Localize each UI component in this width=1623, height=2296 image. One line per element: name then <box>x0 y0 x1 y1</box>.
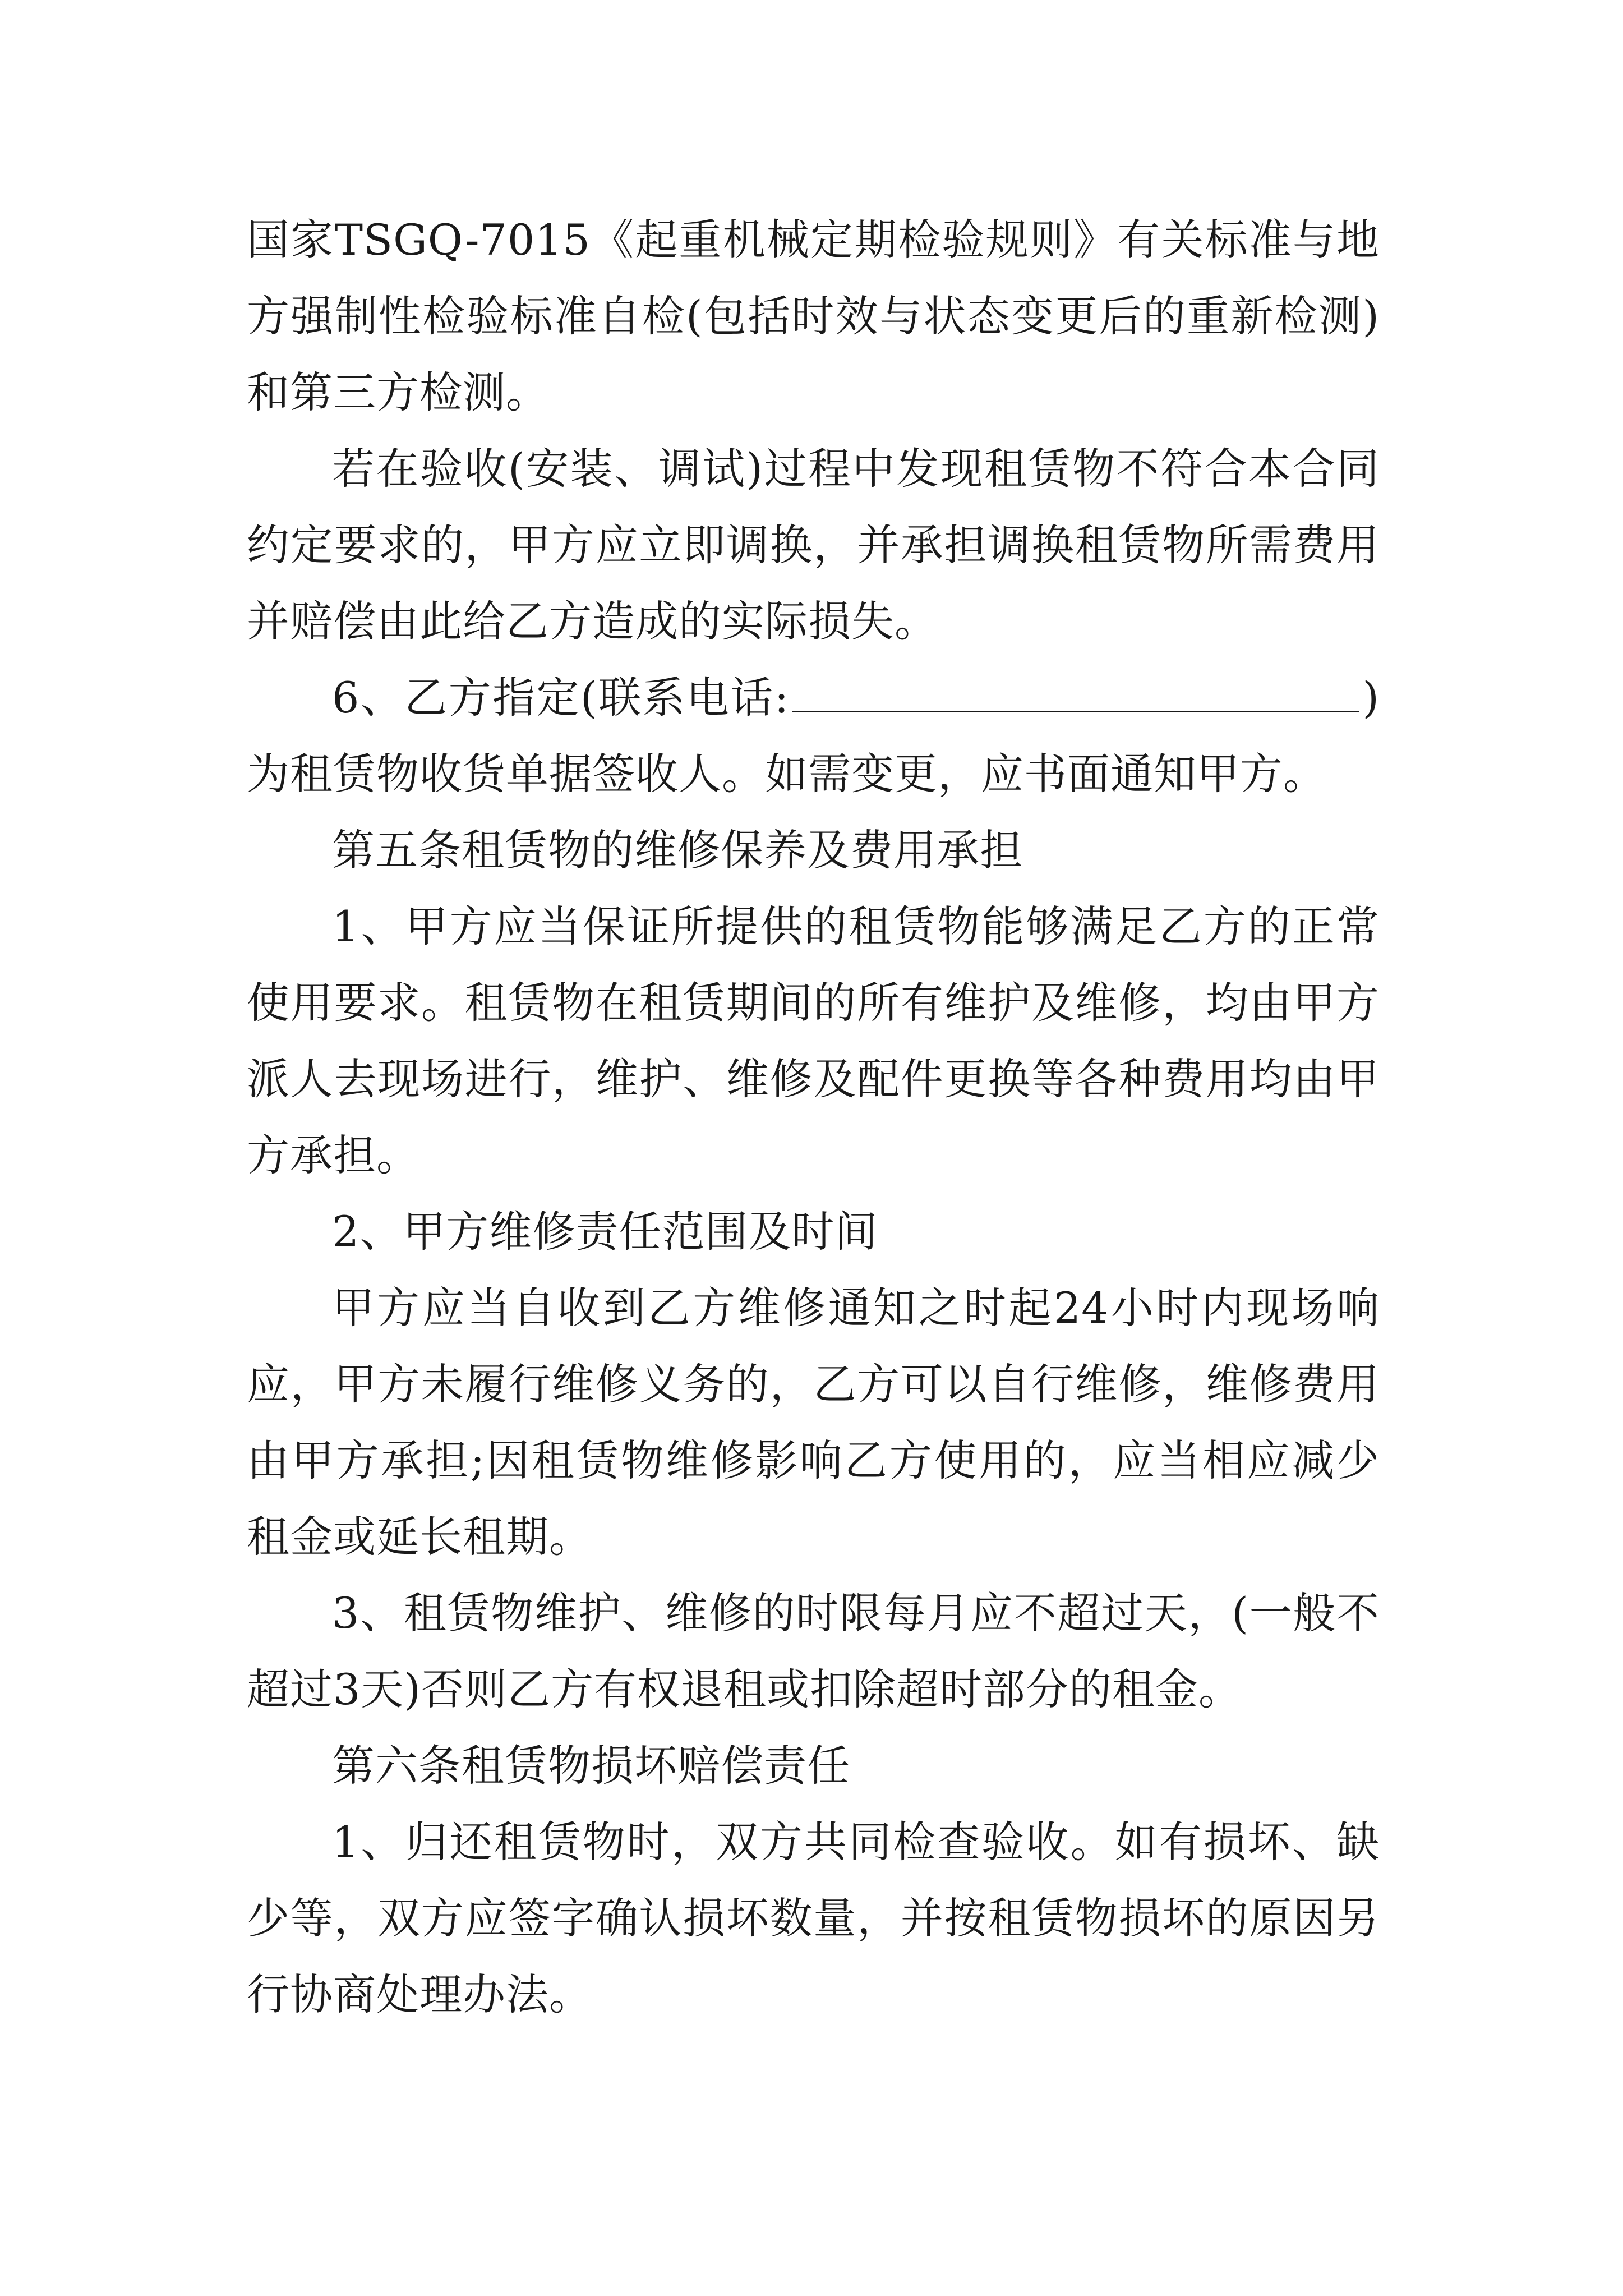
paragraph-maintenance-obligation: 1、甲方应当保证所提供的租赁物能够满足乙方的正常使用要求。租赁物在租赁期间的所有维护及维修，均由甲方派人去现场进行，维护、维修及配件更换等各种费用均由甲方承担。 <box>247 901 1380 1180</box>
paragraph-inspection-standards: 国家TSGQ-7015《起重机械定期检验规则》有关标准与地方强制性检验标准自检(包括时效与状态变更后的重新检测)和第三方检测。 <box>247 215 1380 417</box>
paragraph-return-inspection: 1、归还租赁物时，双方共同检查验收。如有损坏、缺少等，双方应签字确认损坏数量，并按租赁物损坏的原因另行协商处理办法。 <box>247 1817 1380 2019</box>
article-six-heading: 第六条租赁物损坏赔偿责任 <box>332 1741 850 1791</box>
paragraph-receipt-signer <box>247 660 1380 812</box>
receipt-signer-text-before: 6、乙方指定(联系电话: <box>332 673 790 723</box>
article-five-heading: 第五条租赁物的维修保养及费用承担 <box>332 825 1023 875</box>
document-body <box>247 202 1380 2033</box>
phone-number-blank-line <box>792 668 1359 712</box>
paragraph-repair-time-limit: 3、租赁物维护、维修的时限每月应不超过天，(一般不超过3天)否则乙方有权退租或扣除超时部分的租金。 <box>247 1588 1380 1714</box>
paragraph-repair-response-time: 甲方应当自收到乙方维修通知之时起24小时内现场响应，甲方未履行维修义务的，乙方可以自行维修，维修费用由甲方承担;因租赁物维修影响乙方使用的，应当相应减少租金或延长租期。 <box>247 1283 1380 1562</box>
receipt-signer-text-after: )为租赁物收货单据签收人。如需变更，应书面通知甲方。 <box>247 673 1380 799</box>
paragraph-repair-scope-heading: 2、甲方维修责任范围及时间 <box>332 1207 878 1257</box>
paragraph-acceptance-replacement: 若在验收(安装、调试)过程中发现租赁物不符合本合同约定要求的，甲方应立即调换，并承担调换租赁物所需费用并赔偿由此给乙方造成的实际损失。 <box>247 444 1380 646</box>
